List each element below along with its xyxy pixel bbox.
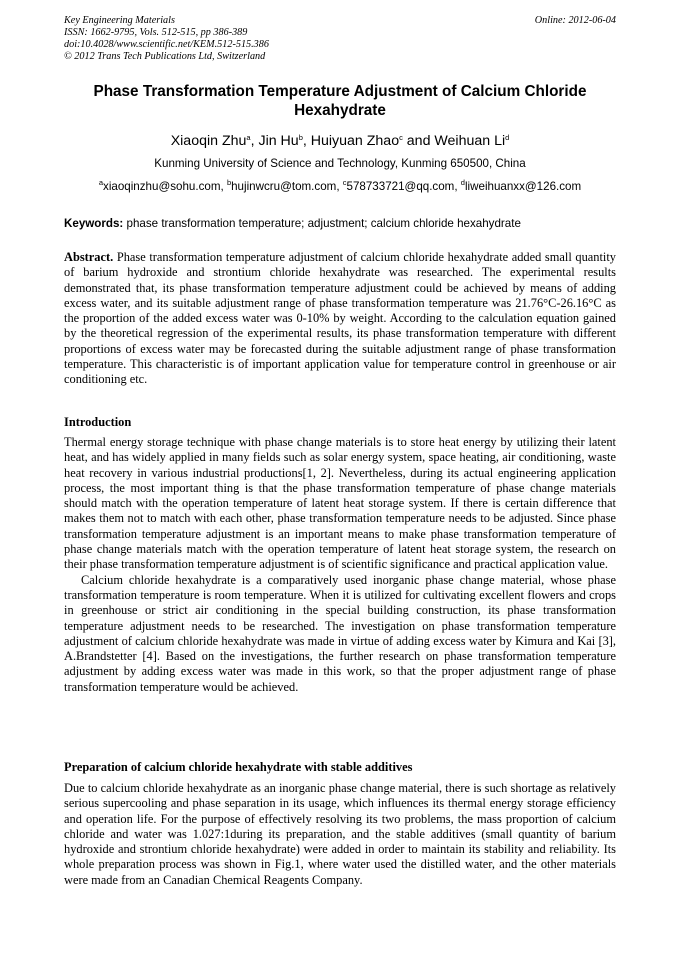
- preparation-body: [64, 781, 616, 888]
- email-link[interactable]: $^c$578733721@qq.com: [342, 178, 455, 193]
- introduction-body: [64, 435, 616, 695]
- paragraph: Thermal energy storage technique with phase change materials is to store heat energy by utilizing their latent heat, and has widely applied in many fields such as solar energy system, space heating, air conditioning, waste heat recovery in various industrial productions[1, 2]. Nevertheless, during its actual engineering application process, the most important thing is that the phase transformation temperature of phase change materials should match with the operation temperature of latent heat storage system. If there is certain difference that makes them not to match with each other, phase transformation temperature needs to be adjusted. Since phase transformation temperature adjustment is an important means to make phase transformation temperature of phase change materials match with the operation temperature of latent heat storage system, the research on their phase transformation temperature adjustment is of scientific significance and practical application value.: [64, 435, 616, 572]
- running-header: [64, 15, 616, 63]
- abstract-label: Abstract.: [64, 250, 114, 264]
- author: Xiaoqin Zhu$^a$,: [170, 133, 259, 149]
- author-list: [64, 131, 616, 151]
- abstract: [64, 250, 616, 388]
- email-link[interactable]: $^a$xiaoqinzhu@sohu.com: [98, 178, 221, 193]
- paragraph: Calcium chloride hexahydrate is a comparatively used inorganic phase change material, whose phase transformation temperature is room temperature. When it is utilized for cultivating excellent flowers and crops in greenhouse or strict air conditioning in the special building construction, its phase transformation temperature adjustment needs to be researched. The investigation on phase transformation temperature adjustment of calcium chloride hexahydrate was made in virtue of adding excess water by Kimura and Kai [3], A.Brandstetter [4]. Based on the investigations, the further research on phase transformation temperature adjustment by adding excess water was made in this work, so that the proper adjustment range of phase transformation temperature would be achieved.: [64, 572, 616, 694]
- keywords: [64, 216, 616, 231]
- author: Jin Hu$^b$,: [258, 133, 311, 149]
- author: Huiyuan Zhao$^c$ and: [310, 133, 435, 149]
- issn-line: ISSN: 1662-9795, Vols. 512-515, pp 386-389: [64, 27, 248, 38]
- doi-line: doi:10.4028/www.scientific.net/KEM.512-515.386: [64, 39, 269, 50]
- journal-name: Key Engineering Materials: [64, 15, 175, 26]
- paragraph: Due to calcium chloride hexahydrate as an inorganic phase change material, there is such shortage as relatively serious supercooling and phase separation in its usage, which influences its thermal energy storage efficiency and operation life. For the purpose of effectively resolving its two problems, the mass proportion of calcium chloride and water was 1.027:1during its preparation, and the stable additives (small quantity of barium hydroxide and strontium chloride hexahydrate) were added in order to maintain its stability and reliability. Its whole preparation process was shown in Fig.1, where water used the distilled water, and the other materials were made from an Canadian Chemical Reagents Company.: [64, 781, 616, 887]
- email-link[interactable]: $^d$liweihuanxx@126.com: [460, 178, 582, 193]
- online-date: Online: 2012-06-04: [534, 15, 616, 26]
- section-heading-preparation: Preparation of calcium chloride hexahydrate with stable additives: [64, 760, 413, 774]
- email-list: $^a$xiaoqinzhu@sohu.com, $^b$hujinwcru@tom.com, $^c$578733721@qq.com, $^d$liweihuanxx@126.com: [98, 178, 582, 193]
- keywords-label: Keywords:: [64, 217, 124, 230]
- abstract-text: Phase transformation temperature adjustment of calcium chloride hexahydrate added small quantity of barium hydroxide and strontium chloride hexahydrate was researched. The experimental results demonstrated that, its phase transformation temperature adjustment could be achieved by means of adding excess water, and its suitable adjustment range of phase transformation temperature was 21.76°C-26.16°C as the proportion of the added excess water was 0-10% by weight. According to the calculation equation gained by the theoretical regression of the experimental results, its phase transformation temperature with different proportions of excess water may be forecasted during the suitable adjustment range of phase transformation temperature. This characteristic is of important application value for temperature control in greenhouse or air conditioning etc.: [64, 250, 616, 387]
- affiliation: Kunming University of Science and Technology, Kunming 650500, China: [154, 157, 526, 170]
- copyright-line: © 2012 Trans Tech Publications Ltd, Switzerland: [64, 51, 266, 62]
- section-heading-introduction: Introduction: [64, 415, 132, 429]
- author: Weihuan Li$^d$: [434, 133, 510, 149]
- email-link[interactable]: $^b$hujinwcru@tom.com: [226, 178, 337, 193]
- keywords-text: phase transformation temperature; adjustment; calcium chloride hexahydrate: [126, 217, 521, 230]
- paper-title: Phase Transformation Temperature Adjustment of Calcium Chloride Hexahydrate: [93, 83, 587, 119]
